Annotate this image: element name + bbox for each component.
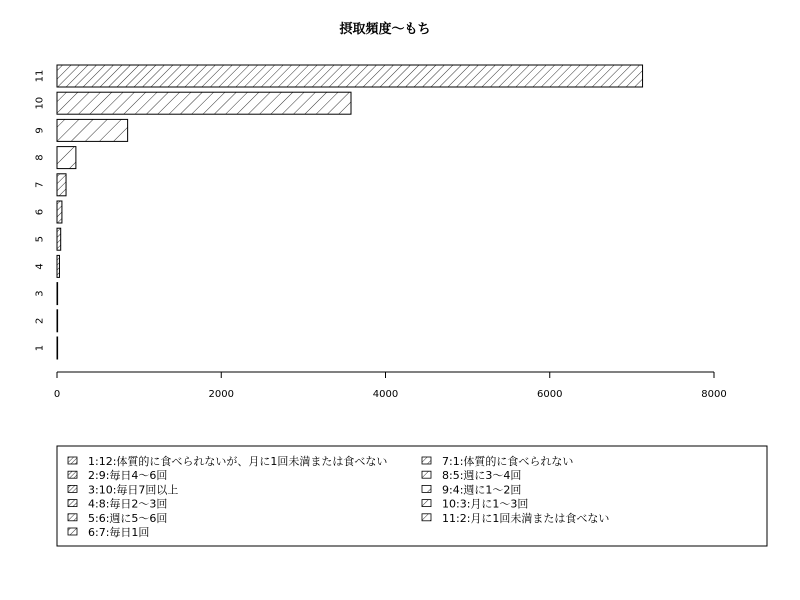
legend-entry: 8:5:週に3〜4回 [442,469,522,483]
legend-swatch [422,514,431,521]
legend-entry: 7:1:体質的に食べられない [442,455,574,468]
y-tick-label-4: 4 [34,263,46,270]
y-tick-label-3: 3 [34,290,46,297]
bar-2 [57,310,58,332]
bar-6 [57,201,62,223]
legend-swatch [68,457,77,464]
legend-swatch [68,528,77,535]
y-tick-label-5: 5 [34,236,46,243]
bar-8 [57,147,76,169]
y-tick-label-2: 2 [34,317,46,324]
legend-swatch [422,485,431,492]
y-tick-label-10: 10 [34,96,46,110]
bar-11 [57,65,643,87]
legend-entry: 5:6:週に5〜6回 [88,511,168,525]
y-tick-label-8: 8 [34,154,46,161]
bar-3 [57,283,58,305]
y-tick-label-7: 7 [34,181,46,188]
legend-swatch [68,514,77,521]
legend-entry: 6:7:毎日1回 [88,526,150,539]
legend [57,446,767,546]
chart-title: 摂取頻度〜もち [339,22,431,37]
bar-10 [57,92,351,114]
y-axis-ticks [35,70,46,352]
y-tick-label-11: 11 [34,69,46,83]
legend-entry: 2:9:毎日4〜6回 [88,469,168,483]
x-axis [54,372,727,400]
x-tick-label: 4000 [372,389,399,400]
legend-swatch [68,471,77,478]
legend-entry: 11:2:月に1回未満または食べない [442,511,610,525]
y-tick-label-6: 6 [34,208,46,216]
legend-entry: 10:3:月に1〜3回 [442,497,529,511]
legend-swatch [422,457,431,464]
x-tick-label: 8000 [701,389,727,400]
legend-swatch [422,500,431,507]
bar-5 [57,228,61,250]
legend-swatch [422,471,431,478]
legend-entry: 1:12:体質的に食べられないが、月に1回未満または食べない [88,455,388,468]
x-tick-label: 6000 [537,389,563,400]
bar-4 [57,255,59,277]
x-tick-label: 0 [53,389,61,400]
bar-7 [57,174,66,196]
bar-9 [57,119,128,141]
legend-swatch [68,500,77,507]
legend-entry: 3:10:毎日7回以上 [88,483,179,497]
y-tick-label-9: 9 [34,127,46,134]
bar-1 [57,337,58,359]
legend-swatch [68,485,77,492]
y-tick-label-1: 1 [34,344,46,352]
legend-entry: 4:8:毎日2〜3回 [88,497,168,511]
legend-entry: 9:4:週に1〜2回 [442,483,522,497]
bars-group [57,65,643,359]
x-tick-label: 2000 [208,389,234,400]
